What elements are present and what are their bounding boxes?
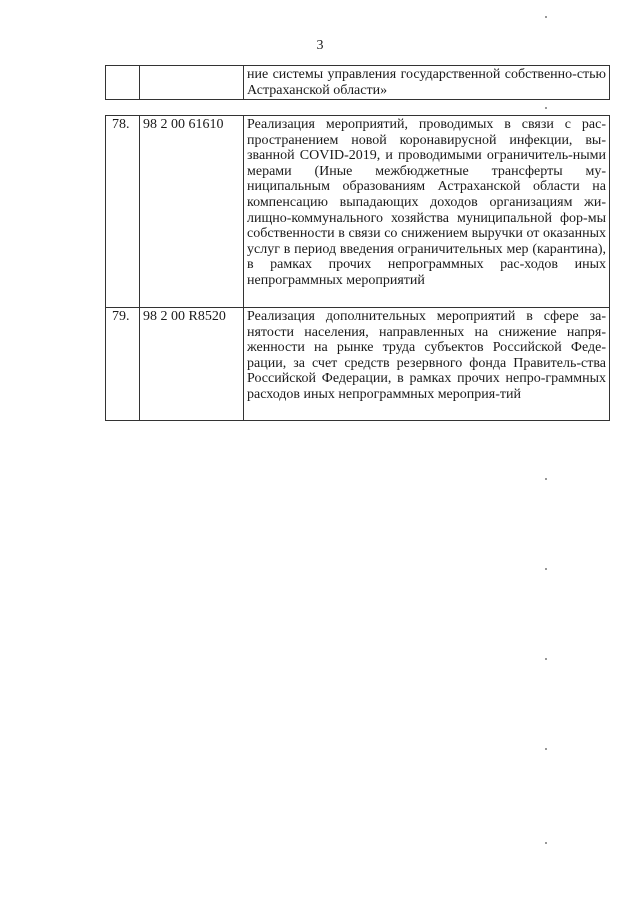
table-row-79 xyxy=(106,308,610,421)
description-cell: Реализация мероприятий, проводимых в связи с рас-пространением новой коронавирусной инфекции, вы-званной COVID-2019, и проводимыми ограничитель-ными мерами (Иные межбюджетные трансферты му-ниципальным образованиям Астраханской области на компенсацию выпадающих доходов организациям жи-лищно-коммунального хозяйства муниципальной фор-мы собственности в связи со снижением выручки от оказанных услуг в период введения ограничительных мер (карантина), в рамках прочих непрограммных рас-ходов иных непрограммных мероприятий xyxy=(244,116,610,308)
scan-speck xyxy=(545,748,547,750)
row-number-cell xyxy=(106,66,140,100)
budget-code-cell xyxy=(140,66,244,100)
scan-speck xyxy=(545,658,547,660)
expenditure-table xyxy=(105,115,610,421)
row-number-cell: 78. xyxy=(106,116,140,308)
continuation-table xyxy=(105,65,610,100)
scan-speck xyxy=(545,107,547,109)
description-cell: ние системы управления государственной собственно-стью Астраханской области» xyxy=(244,66,610,100)
description-cell: Реализация дополнительных мероприятий в сфере за-нятости населения, направленных на снижение напря-женности на рынке труда субъектов Российской Феде-рации, за счет средств резервного фонда Правитель-ства Российской Федерации, в рамках прочих непро-граммных расходов иных непрограммных мероприя-тий xyxy=(244,308,610,421)
scan-speck xyxy=(545,16,547,18)
page-number: 3 xyxy=(316,38,324,53)
budget-code-cell: 98 2 00 61610 xyxy=(140,116,244,308)
budget-code-cell: 98 2 00 R8520 xyxy=(140,308,244,421)
scan-speck xyxy=(545,568,547,570)
row-number-cell: 79. xyxy=(106,308,140,421)
table-row-78 xyxy=(106,116,610,308)
table-row-continuation xyxy=(106,66,610,100)
scan-speck xyxy=(545,842,547,844)
scan-speck xyxy=(545,478,547,480)
